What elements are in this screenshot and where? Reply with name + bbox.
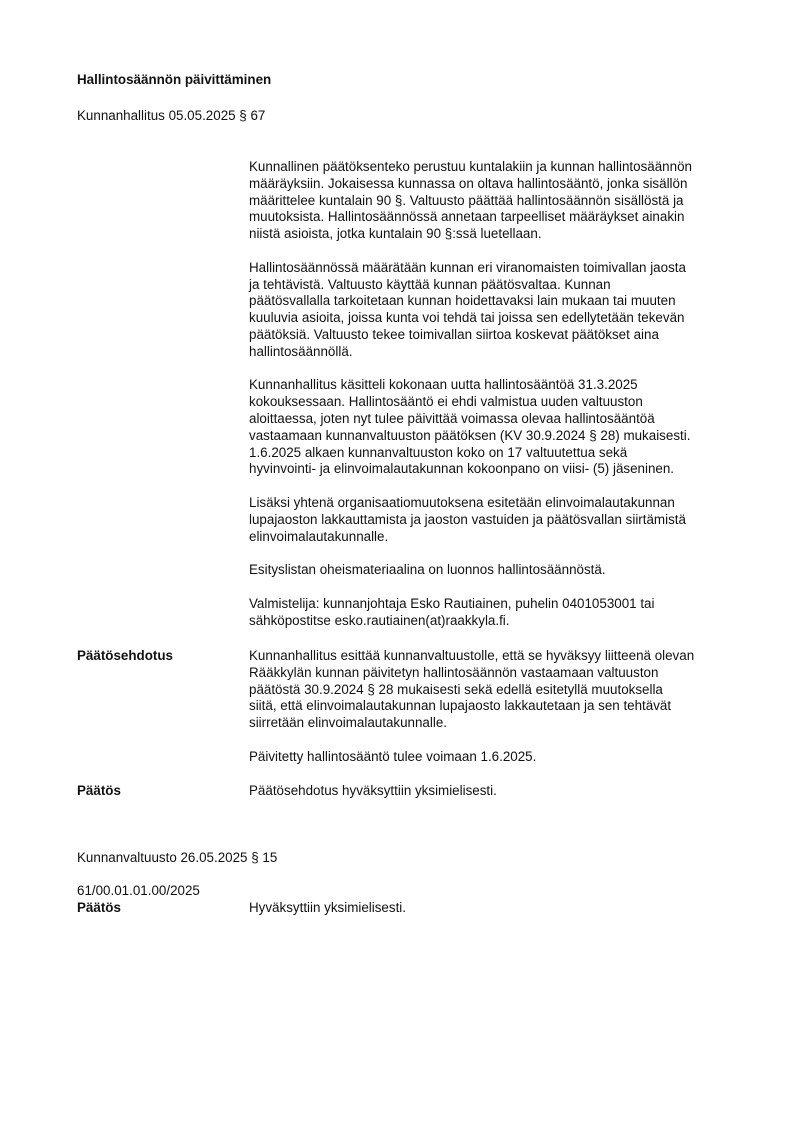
decision-label: Päätös	[77, 900, 121, 915]
proposal-section	[249, 648, 749, 782]
meeting2-title: Kunnanvaltuusto 26.05.2025 § 15	[77, 849, 278, 865]
decision-text: Päätösehdotus hyväksyttiin yksimielisesti.	[249, 783, 497, 798]
body-paragraph: Lisäksi yhtenä organisaatiomuutoksena esitetään elinvoimalautakunnan lupajaoston lakkauttamista ja jaoston vastuiden ja päätösvallan siirtämistä elinvoimalautakunnalle.	[249, 494, 686, 544]
body-section	[249, 159, 749, 646]
body-paragraph: Esityslistan oheismateriaalina on luonnos hallintosäännöstä.	[249, 562, 606, 578]
preparer-paragraph: Valmistelija: kunnanjohtaja Esko Rautiainen, puhelin 0401053001 tai sähköpostitse esko.rautiainen(at)raakkyla.fi.	[249, 595, 655, 628]
proposal-label: Päätösehdotus	[77, 648, 173, 663]
decision-text: Hyväksyttiin yksimielisesti.	[249, 900, 406, 915]
meeting2-reference: 61/00.01.01.00/2025	[77, 883, 200, 899]
meeting-header-kunnanhallitus: Kunnanhallitus 05.05.2025 § 67	[77, 108, 266, 123]
proposal-paragraph: Kunnanhallitus esittää kunnanvaltuustolle, että se hyväksyy liitteenä olevan Rääkkylän kunnan päivitetyn hallintosäännön vastaamaan valtuuston päätöstä 30.9.2024 § 28 mukaisesti sekä edellä esitetyllä muutoksella siitä, että elinvoimalautakunnan lupajaosto lakkautetaan ja sen tehtävät siirretään elinvoimalautakunnalle.	[249, 648, 695, 731]
proposal-paragraph: Päivitetty hallintosääntö tulee voimaan 1.6.2025.	[249, 748, 537, 764]
decision-label: Päätös	[77, 783, 121, 798]
body-paragraph: Kunnanhallitus käsitteli kokonaan uutta hallintosääntöä 31.3.2025 kokouksessaan. Hallintosääntö ei ehdi valmistua uuden valtuuston aloittaessa, joten nyt tulee päivittää voimassa olevaa hallintosääntöä vastaamaan kunnanvaltuuston päätöksen (KV 30.9.2024 § 28) mukaisesti. 1.6.2025 alkaen kunnanvaltuuston koko on 17 valtuutettua sekä hyvinvointi- ja elinvoimalautakunnan kokoonpano on viisi- (5) jäseninen.	[249, 377, 691, 477]
document-title: Hallintosäännön päivittäminen	[77, 72, 272, 87]
body-paragraph: Hallintosäännössä määrätään kunnan eri viranomaisten toimivallan jaosta ja tehtävistä. Valtuusto käyttää kunnan päätösvaltaa. Kunnan päätösvallalla tarkoitetaan kunnan hoidettavaksi lain mukaan tai muuten kuuluvia asioita, joissa kunta voi tehdä tai joissa sen edellytetään tekevän päätöksiä. Valtuusto tekee toimivallan siirtoa koskevat päätökset aina hallintosäännöllä.	[249, 259, 686, 359]
body-paragraph: Kunnallinen päätöksenteko perustuu kuntalakiin ja kunnan hallintosäännön määräyksiin. Jokaisessa kunnassa on oltava hallintosääntö, jonka sisällön määrittelee kuntalain 90 §. Valtuusto päättää hallintosäännön sisällöstä ja muutoksista. Hallintosäännössä annetaan tarpeelliset määräykset ainakin niistä asioista, jotka kuntalain 90 §:ssä luetellaan.	[249, 159, 692, 242]
